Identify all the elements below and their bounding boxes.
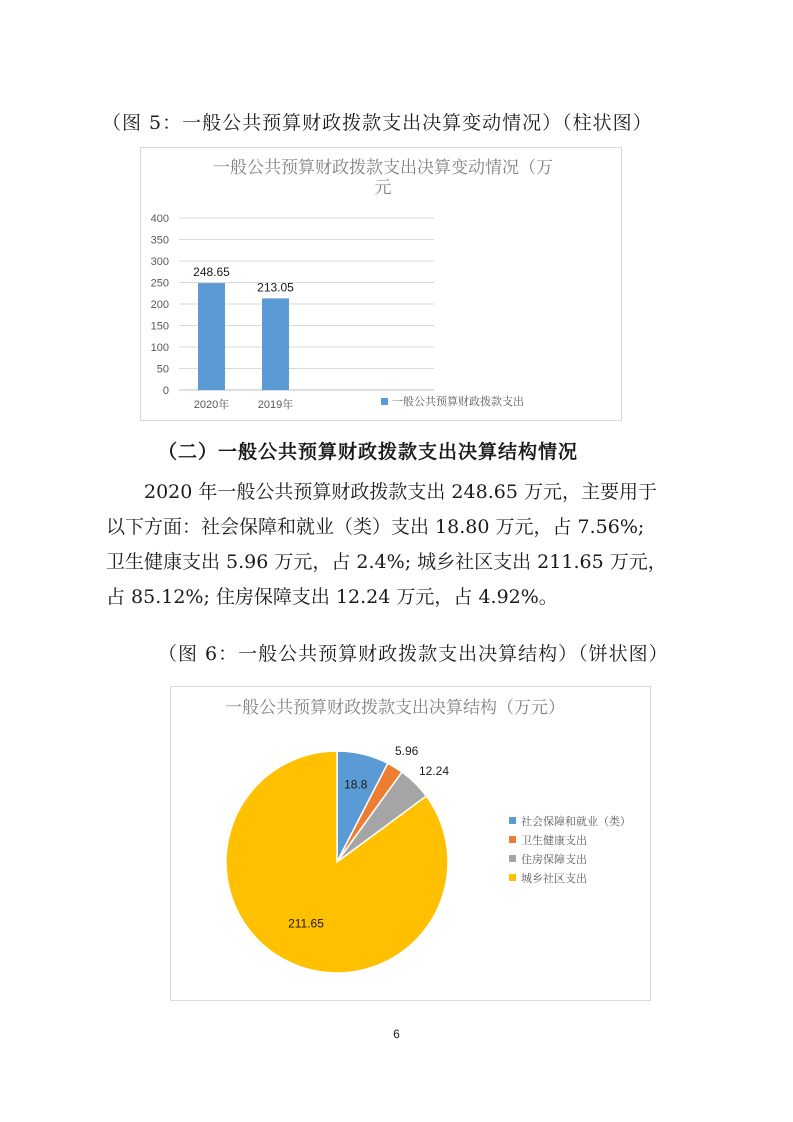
bar-chart-title-line-2: 元 bbox=[374, 178, 392, 197]
pie-chart-frame bbox=[170, 686, 651, 1001]
section-heading: （二）一般公共预算财政拨款支出决算结构情况 bbox=[158, 441, 579, 463]
y-tick-label: 300 bbox=[150, 256, 169, 268]
legend-swatch bbox=[509, 836, 516, 843]
bar-chart-x-axis bbox=[194, 397, 293, 411]
bar-chart-title-line-1: 一般公共预算财政拨款支出决算变动情况（万 bbox=[213, 158, 553, 177]
bar-data-label: 248.65 bbox=[193, 265, 230, 280]
bar bbox=[262, 298, 289, 390]
pie-data-label: 5.96 bbox=[395, 744, 419, 758]
body-paragraph bbox=[106, 475, 696, 615]
y-tick-label: 400 bbox=[150, 213, 169, 225]
pie-chart bbox=[171, 687, 650, 1000]
legend-swatch bbox=[509, 817, 516, 824]
bar-chart-y-axis bbox=[151, 213, 169, 397]
bar-chart-bars bbox=[193, 265, 294, 390]
bar-chart bbox=[141, 148, 621, 420]
legend-swatch bbox=[509, 855, 516, 862]
paragraph-line-1: 2020 年一般公共预算财政拨款支出 248.65 万元，主要用于 bbox=[144, 481, 657, 503]
y-tick-label: 350 bbox=[150, 234, 169, 247]
pie-data-label: 12.24 bbox=[419, 764, 450, 778]
y-tick-label: 150 bbox=[150, 320, 169, 333]
legend-label: 城乡社区支出 bbox=[521, 873, 587, 885]
bar-chart-legend bbox=[381, 394, 524, 408]
legend-label: 住房保障支出 bbox=[521, 854, 587, 866]
paragraph-line-3: 卫生健康支出 5.96 万元，占 2.4%; 城乡社区支出 211.65 万元， bbox=[106, 551, 667, 573]
legend-label: 卫生健康支出 bbox=[521, 835, 587, 847]
x-tick-label: 2019年 bbox=[257, 399, 294, 411]
pie-chart-legend bbox=[509, 814, 631, 885]
legend-label: 社会保障和就业（类） bbox=[521, 816, 631, 828]
y-tick-label: 50 bbox=[156, 363, 169, 376]
pie-data-label: 211.65 bbox=[288, 916, 324, 931]
paragraph-line-4: 占 85.12%; 住房保障支出 12.24 万元，占 4.92%。 bbox=[106, 586, 558, 608]
figure-6-caption: （图 6：一般公共预算财政拨款支出决算结构）（饼状图） bbox=[158, 643, 669, 665]
paragraph-line-2: 以下方面：社会保障和就业（类）支出 18.80 万元，占 7.56%; bbox=[106, 516, 645, 538]
figure-5-caption: （图 5：一般公共预算财政拨款支出决算变动情况）（柱状图） bbox=[102, 112, 653, 134]
x-tick-label: 2020年 bbox=[193, 399, 230, 411]
pie-chart-title: 一般公共预算财政拨款支出决算结构（万元） bbox=[225, 698, 565, 717]
y-tick-label: 250 bbox=[150, 277, 169, 290]
legend-swatch bbox=[509, 874, 516, 881]
y-tick-label: 100 bbox=[150, 342, 169, 354]
bar bbox=[198, 283, 225, 390]
pie-chart-slices bbox=[226, 751, 448, 973]
y-tick-label: 0 bbox=[162, 385, 169, 397]
pie-data-label: 18.8 bbox=[344, 777, 368, 792]
y-tick-label: 200 bbox=[150, 299, 169, 311]
bar-data-label: 213.05 bbox=[257, 280, 294, 295]
bar-chart-frame bbox=[140, 147, 622, 421]
legend-label-bar-series: 一般公共预算财政拨款支出 bbox=[392, 396, 524, 408]
page-number: 6 bbox=[393, 1027, 400, 1041]
legend-swatch-bar-series bbox=[381, 398, 388, 405]
